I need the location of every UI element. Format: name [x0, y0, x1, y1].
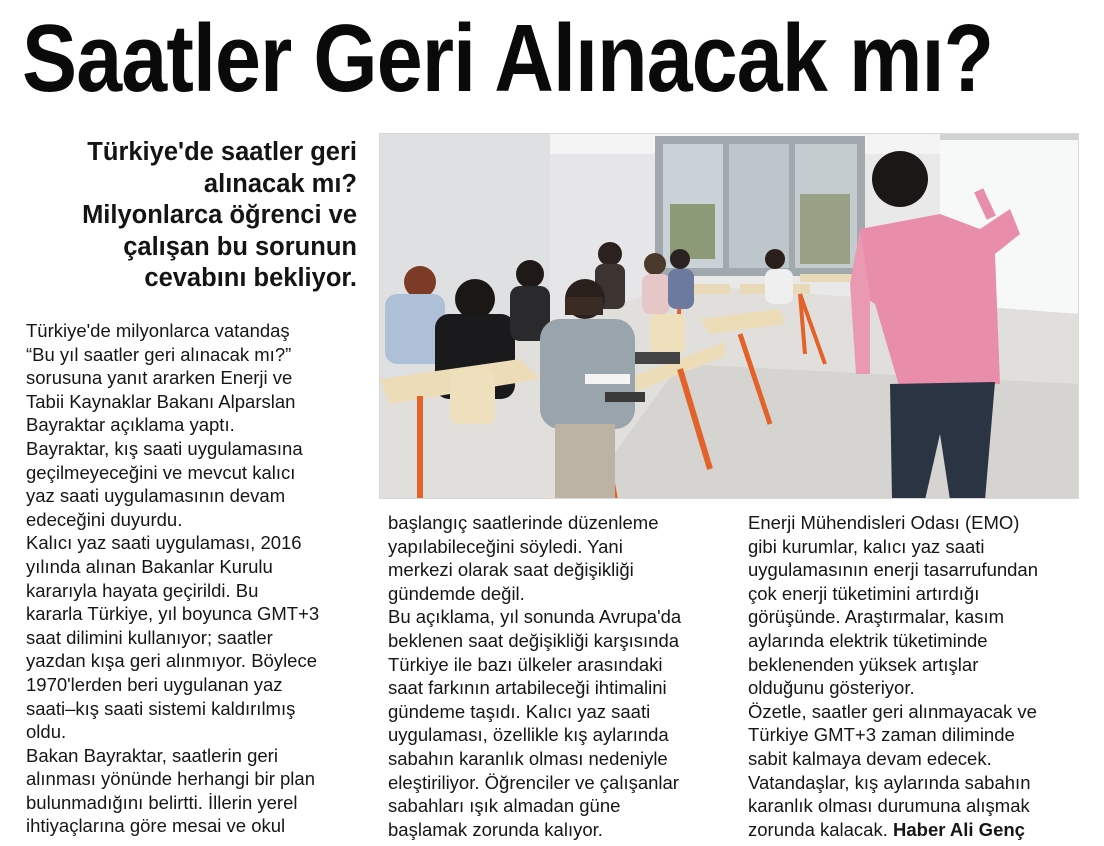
- text-line: sorusuna yanıt ararken Enerji ve: [26, 367, 293, 389]
- article-subheadline: [22, 137, 357, 295]
- text-line: gibi kurumlar, kalıcı yaz saati: [748, 535, 985, 557]
- article-column-2: [388, 511, 738, 841]
- text-line: merkezi olarak saat değişikliği: [388, 559, 634, 581]
- text-line: yapılabileceğini söyledi. Yani: [388, 535, 623, 557]
- text-line: Vatandaşlar, kış aylarında sabahın: [748, 771, 1031, 793]
- text-line: sabit kalmaya devam edecek.: [748, 747, 992, 769]
- text-line: ihtiyaçlarına göre mesai ve okul: [26, 815, 286, 837]
- text-line: 1970'lerden beri uygulanan yaz: [26, 673, 283, 695]
- text-line: uygulaması, özellikle kış aylarında: [388, 724, 669, 746]
- text-line: sabahın karanlık olması nedeniyle: [388, 747, 668, 769]
- text-line: yılında alınan Bakanlar Kurulu: [26, 555, 273, 577]
- text-line: başlamak zorunda kalıyor.: [388, 818, 603, 840]
- text-line: olduğunu gösteriyor.: [748, 677, 915, 699]
- text-line: beklenen saat değişikliği karşısında: [388, 629, 680, 651]
- text-line-end: zorunda kalacak.: [748, 818, 894, 840]
- text-line: sabahları ışık almadan güne: [388, 795, 621, 817]
- text-line: saat farkının artabileceği ihtimalini: [388, 677, 667, 699]
- text-line: kararıyla hayata geçirildi. Bu: [26, 579, 259, 601]
- classroom-photo: [379, 133, 1079, 499]
- text-line: beklenenden yüksek artışlar: [748, 653, 979, 675]
- text-line: saati–kış saati sistemi kaldırılmış: [26, 697, 296, 719]
- text-line: gündemde değil.: [388, 582, 525, 604]
- text-line: “Bu yıl saatler geri alınacak mı?”: [26, 343, 292, 365]
- subheadline-line: cevabını bekliyor.: [144, 264, 357, 292]
- text-line: Türkiye'de milyonlarca vatandaş: [26, 320, 290, 341]
- text-line: gündeme taşıdı. Kalıcı yaz saati: [388, 700, 651, 722]
- text-line: Türkiye GMT+3 zaman diliminde: [748, 724, 1015, 746]
- text-line: alınması yönünde herhangi bir plan: [26, 768, 315, 790]
- byline: Haber Ali Genç: [893, 818, 1025, 840]
- article-column-3: [748, 511, 1093, 841]
- text-line: karanlık olması durumuna alışmak: [748, 795, 1030, 817]
- text-line: oldu.: [26, 721, 67, 743]
- subheadline-line: çalışan bu sorunun: [123, 232, 357, 261]
- text-line: başlangıç saatlerinde düzenleme: [388, 512, 659, 533]
- text-line-with-byline: [748, 818, 1093, 842]
- text-line: Türkiye ile bazı ülkeler arasındaki: [388, 653, 663, 675]
- text-line: kararla Türkiye, yıl boyunca GMT+3: [26, 603, 320, 625]
- text-line: Özetle, saatler geri alınmayacak ve: [748, 700, 1037, 722]
- text-line: uygulamasının enerji tasarrufundan: [748, 559, 1039, 581]
- subheadline-line: alınacak mı?: [203, 169, 357, 198]
- article-headline: Saatler Geri Alınacak mı?: [22, 5, 994, 112]
- subheadline-line: Türkiye'de saatler geri: [87, 138, 357, 166]
- text-line: eleştiriliyor. Öğrenciler ve çalışanlar: [388, 771, 679, 793]
- text-line: çok enerji tüketimini artırdığı: [748, 582, 980, 604]
- text-line: Tabii Kaynaklar Bakanı Alparslan: [26, 390, 296, 412]
- text-line: Bayraktar açıklama yaptı.: [26, 414, 235, 436]
- text-line: görüşünde. Araştırmalar, kasım: [748, 606, 1005, 628]
- text-line: edeceğini duyurdu.: [26, 508, 183, 530]
- text-line: Enerji Mühendisleri Odası (EMO): [748, 512, 1020, 533]
- subheadline-line: Milyonlarca öğrenci ve: [82, 201, 357, 229]
- text-line: yazdan kışa geri alınmıyor. Böylece: [26, 650, 318, 672]
- text-line: Bayraktar, kış saati uygulamasına: [26, 437, 303, 459]
- text-line: bulunmadığını belirtti. İllerin yerel: [26, 791, 298, 813]
- text-line: yaz saati uygulamasının devam: [26, 485, 286, 507]
- text-line: Bu açıklama, yıl sonunda Avrupa'da: [388, 606, 682, 628]
- text-line: Bakan Bayraktar, saatlerin geri: [26, 744, 278, 766]
- text-line: aylarında elektrik tüketiminde: [748, 629, 988, 651]
- article-column-1: [26, 319, 371, 838]
- text-line: geçilmeyeceğini ve mevcut kalıcı: [26, 461, 296, 483]
- text-line: Kalıcı yaz saati uygulaması, 2016: [26, 532, 302, 554]
- text-line: saat dilimini kullanıyor; saatler: [26, 626, 273, 648]
